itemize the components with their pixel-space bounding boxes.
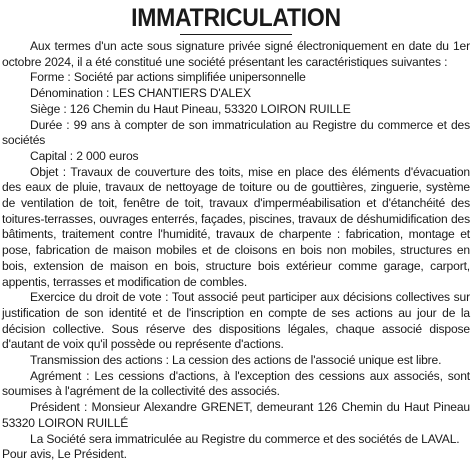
paragraph-droit-de-vote: Exercice du droit de vote : Tout associé peut participer aux décisions collectives sur justification de son identité et de l'inscription en compte de ses actions au jour de la décision collective. Sous réserve des dispositions légales, chaque associé dispose d'autant de voix qu'il possède ou représente d'actions.: [2, 290, 470, 352]
paragraph-intro: Aux termes d'un acte sous signature privée signé électroniquement en date du 1er octobre 2024, il a été constitué une société présentant les caractéristiques suivantes :: [2, 39, 470, 69]
paragraph-signature: Pour avis, Le Président.: [2, 447, 127, 462]
title-underline: [180, 34, 292, 35]
paragraph-transmission: Transmission des actions : La cession des actions de l'associé unique est libre.: [30, 353, 442, 368]
paragraph-objet: Objet : Travaux de couverture des toits, mise en place des éléments d'évacuation des eaux de pluie, travaux de nettoyage de toiture ou de gouttières, zinguerie, système de ventilation de toit, fenêtre de toit, travaux d'imperméabilisation et d'étanchéité des toitures-terrasses, ouvrages enterrés, façades, piscines, travaux de déshumidification des bâtiments, traitement contre l'humidité, travaux de charpente : fabrication, montage et pose, fabrication de maison mobiles et de cloisons en bois non mobiles, structures en bois, extension de maison en bois, structure bois extérieur comme garage, carport, appentis, terrasses et modification de combles.: [2, 164, 470, 289]
paragraph-forme: Forme : Société par actions simplifiée unipersonnelle: [30, 70, 306, 85]
paragraph-immatriculation: La Société sera immatriculée au Registre du commerce et des sociétés de LAVAL.: [30, 431, 460, 446]
paragraph-denomination: Dénomination : LES CHANTIERS D'ALEX: [30, 86, 251, 101]
paragraph-duree: Durée : 99 ans à compter de son immatriculation au Registre du commerce et des sociétés: [2, 117, 470, 148]
notice-body: [2, 39, 470, 463]
paragraph-agrement: Agrément : Les cessions d'actions, à l'exception des cessions aux associés, sont soumises à l'agrément de la collectivité des associés.: [2, 368, 470, 399]
paragraph-president: Président : Monsieur Alexandre GRENET, demeurant 126 Chemin du Haut Pineau 53320 LOIRON RUILLÉ: [2, 400, 470, 430]
paragraph-capital: Capital : 2 000 euros: [30, 148, 139, 163]
notice-title: IMMATRICULATION: [131, 4, 341, 32]
paragraph-siege: Siège : 126 Chemin du Haut Pineau, 53320 LOIRON RUILLE: [30, 101, 351, 116]
